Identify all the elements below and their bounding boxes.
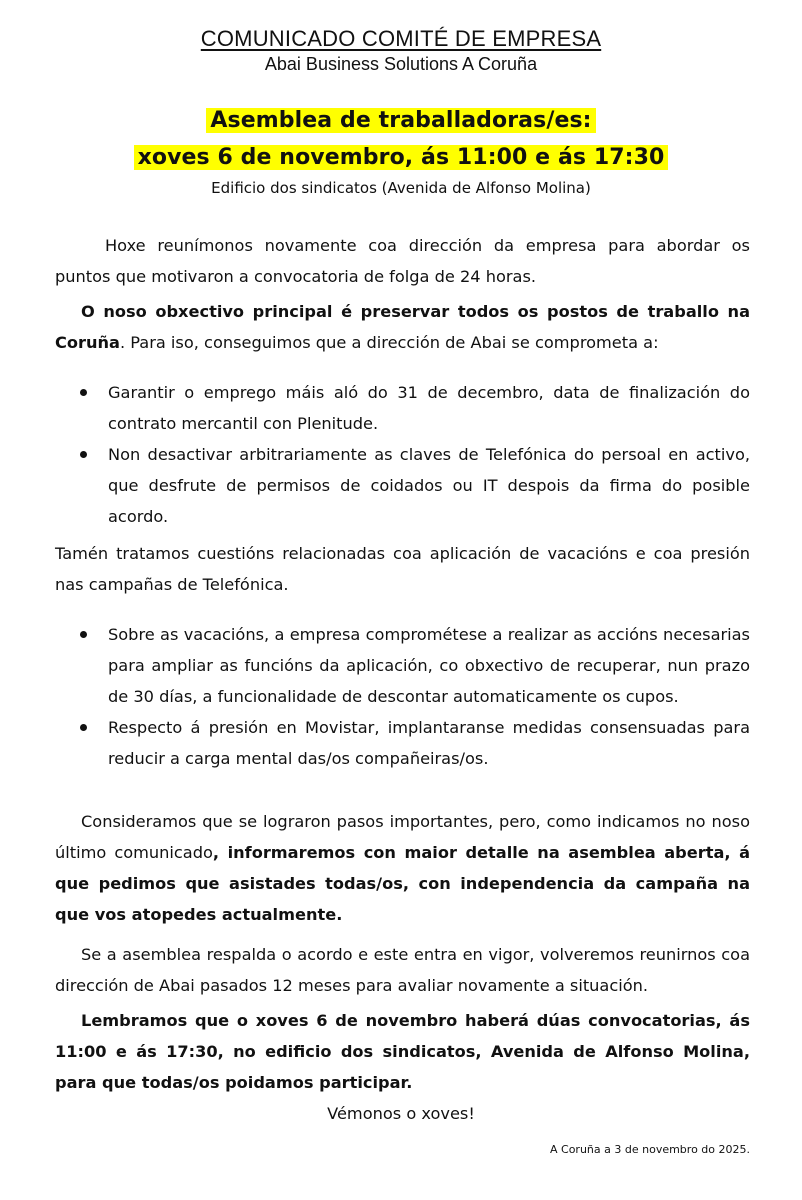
list-item-text: Garantir o emprego máis aló do 31 de decembro, data de finalización do contrato mercantil con Plenitude. xyxy=(108,383,750,433)
list-item xyxy=(55,377,750,439)
bullet-icon xyxy=(80,724,87,731)
assembly-heading-text: Asemblea de traballadoras/es: xyxy=(206,108,595,133)
bullet-icon xyxy=(80,389,87,396)
intro-paragraph: Hoxe reunímonos novamente coa dirección da empresa para abordar os puntos que motivaron a convocatoria de folga de 24 horas. xyxy=(55,236,750,286)
bullet-icon xyxy=(80,631,87,638)
assembly-heading-line2 xyxy=(0,141,802,175)
also-paragraph: Tamén tratamos cuestións relacionadas coa aplicación de vacacións e coa presión nas campañas de Telefónica. xyxy=(55,544,750,594)
commitments-list xyxy=(55,377,750,532)
list-item-text: Sobre as vacacións, a empresa comprométese a realizar as accións necesarias para ampliar as funcións da aplicación, co obxectivo de recuperar, nun prazo de 30 días, a funcionalidade de descontar automaticamente os cupos. xyxy=(108,625,750,706)
list-item-text: Non desactivar arbitrariamente as claves de Telefónica do persoal en activo, que desfrute de permisos de coidados ou IT despois da firma do posible acordo. xyxy=(108,445,750,526)
issues-list xyxy=(55,619,750,774)
consider-text: Consideramos que se lograron pasos importantes, pero, como indicamos no noso último comunicado xyxy=(55,812,750,862)
objective-paragraph xyxy=(55,296,750,358)
objective-text: . Para iso, conseguimos que a dirección de Abai se comprometa a: xyxy=(119,333,659,352)
list-item xyxy=(55,619,750,712)
reminder-paragraph: Lembramos que o xoves 6 de novembro haberá dúas convocatorias, ás 11:00 e ás 17:30, no edificio dos sindicatos, Avenida de Alfonso Molina, para que todas/os poidamos participar. xyxy=(55,1011,750,1092)
document-title: COMUNICADO COMITÉ DE EMPRESA xyxy=(200,26,602,51)
assembly-datetime-text: xoves 6 de novembro, ás 11:00 e ás 17:30 xyxy=(134,145,669,170)
venue-line: Edificio dos sindicatos (Avenida de Alfonso Molina) xyxy=(211,179,591,197)
company-name: Abai Business Solutions A Coruña xyxy=(264,54,538,74)
closing-line: Vémonos o xoves! xyxy=(327,1104,475,1123)
future-paragraph: Se a asemblea respalda o acordo e este entra en vigor, volveremos reunirnos coa dirección de Abai pasados 12 meses para avaliar novamente a situación. xyxy=(55,945,750,995)
bullet-icon xyxy=(80,451,87,458)
objective-bold-text: O noso obxectivo principal é preservar todos os postos de traballo na Coruña xyxy=(55,302,750,352)
consider-bold-text: , informaremos con maior detalle na asemblea aberta, á que pedimos que asistades todas/os, con independencia da campaña na que vos atopedes actualmente. xyxy=(55,843,750,924)
assembly-heading-line1 xyxy=(0,104,802,138)
list-item xyxy=(55,439,750,532)
consider-paragraph xyxy=(55,806,750,930)
signature-date: A Coruña a 3 de novembro do 2025. xyxy=(550,1143,750,1156)
list-item xyxy=(55,712,750,774)
list-item-text: Respecto á presión en Movistar, implantaranse medidas consensuadas para reducir a carga mental das/os compañeiras/os. xyxy=(108,718,750,768)
